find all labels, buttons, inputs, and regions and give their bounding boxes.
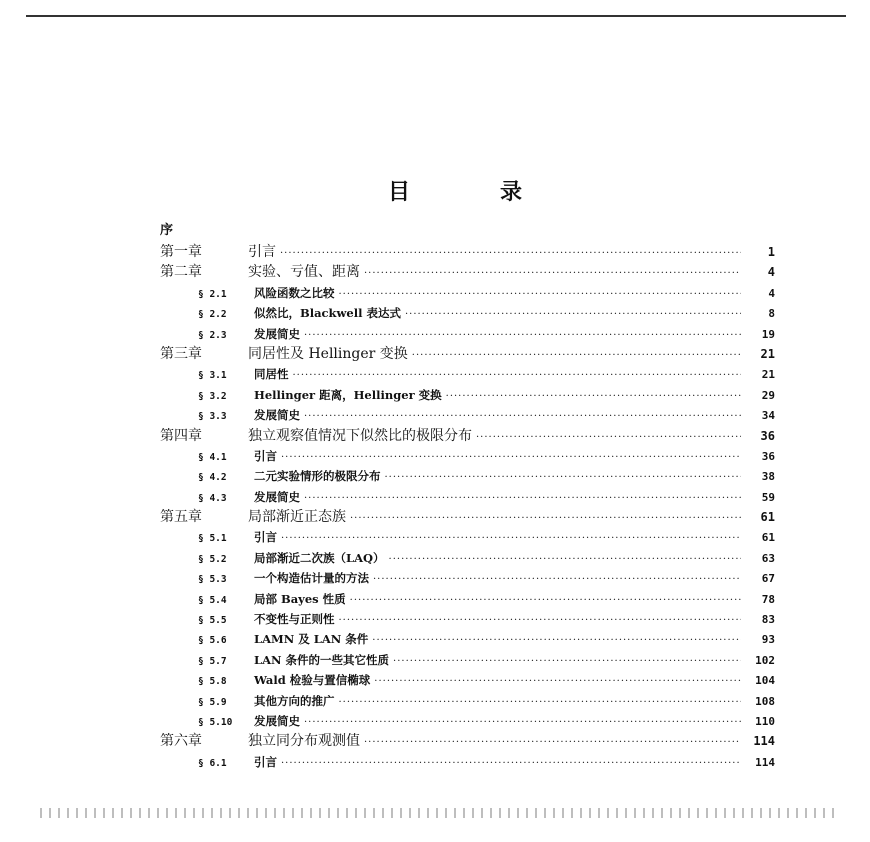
toc-number: § 5.5 <box>198 615 227 627</box>
toc-page-number: 110 <box>755 714 775 728</box>
toc-label: 一个构造估计量的方法 <box>254 571 369 586</box>
dot-leader <box>393 652 741 672</box>
toc-label: 引言 <box>254 754 277 769</box>
toc-section-row[interactable] <box>160 568 775 588</box>
toc-section-row[interactable] <box>160 670 775 690</box>
toc-label: 局部渐近二次族（LAQ） <box>254 550 385 565</box>
title-char-1: 目 <box>388 179 411 205</box>
toc-label: 引言 <box>254 448 277 463</box>
toc-label: 同居性 <box>254 367 289 382</box>
toc-label: LAMN 及 LAN 条件 <box>254 632 369 647</box>
toc-label: 发展简史 <box>254 489 300 504</box>
toc-page-number: 59 <box>761 490 775 504</box>
toc-number: § 3.2 <box>198 390 227 402</box>
toc-label: 实验、亏值、距离 <box>248 264 360 281</box>
toc-label: 独立同分布观测值 <box>248 733 360 750</box>
toc-page-number: 61 <box>760 510 775 525</box>
toc-number: § 5.2 <box>198 553 227 565</box>
toc-number: § 5.7 <box>198 655 227 667</box>
toc-section-row[interactable] <box>160 609 775 629</box>
toc-page-number: 4 <box>767 265 775 280</box>
toc-page-number: 102 <box>755 653 775 667</box>
dot-leader <box>339 285 742 305</box>
toc-number: § 3.1 <box>198 370 227 382</box>
toc-number: § 5.4 <box>198 594 227 606</box>
dot-leader <box>304 489 741 509</box>
dot-leader <box>476 428 741 448</box>
dot-leader <box>350 591 741 611</box>
toc-number: § 2.1 <box>198 288 227 300</box>
toc-section-row[interactable] <box>160 629 775 649</box>
toc-page-number: 36 <box>761 449 775 463</box>
toc-section-row[interactable] <box>160 650 775 670</box>
toc-number: § 4.3 <box>198 492 227 504</box>
toc-page-number: 38 <box>761 470 775 484</box>
toc-number: 第五章 <box>160 509 202 526</box>
toc-number: § 2.2 <box>198 309 227 321</box>
toc-page-number: 4 <box>768 286 775 300</box>
toc-label: Hellinger 距离，Hellinger 变换 <box>254 387 442 402</box>
dot-leader <box>339 693 742 713</box>
toc-number: 第四章 <box>160 427 202 444</box>
toc-label: 引言 <box>254 530 277 545</box>
scan-noise <box>40 808 840 818</box>
toc-page-number: 104 <box>755 674 775 688</box>
toc-section-row[interactable] <box>160 446 775 466</box>
dot-leader <box>280 244 741 264</box>
toc-label: 局部 Bayes 性质 <box>254 591 346 606</box>
dot-leader <box>446 387 741 407</box>
dot-leader <box>304 713 741 733</box>
toc-number: 第三章 <box>160 345 202 362</box>
dot-leader <box>412 346 741 366</box>
toc-page-number: 114 <box>755 755 775 769</box>
toc-section-row[interactable] <box>160 405 775 425</box>
toc-page-number: 83 <box>761 613 775 627</box>
dot-leader <box>293 366 742 386</box>
toc-label: 同居性及 Hellinger 变换 <box>248 345 408 362</box>
dot-leader <box>350 509 741 529</box>
toc-section-row[interactable] <box>160 527 775 547</box>
toc-label: 发展简史 <box>254 408 300 423</box>
toc-chapter-row[interactable] <box>160 507 775 527</box>
dot-leader <box>373 570 741 590</box>
toc-chapter-row[interactable] <box>160 426 775 446</box>
toc-page-number: 67 <box>761 572 775 586</box>
toc-number: § 3.3 <box>198 411 227 423</box>
toc-number: § 5.9 <box>198 696 227 708</box>
dot-leader <box>385 468 742 488</box>
dot-leader <box>281 448 741 468</box>
toc-section-row[interactable] <box>160 752 775 772</box>
toc-page-number: 61 <box>761 531 775 545</box>
toc-number: 第二章 <box>160 264 202 281</box>
toc-section-row[interactable] <box>160 589 775 609</box>
dot-leader <box>281 529 741 549</box>
toc-number: § 5.8 <box>198 676 227 688</box>
dot-leader <box>405 305 741 325</box>
toc-chapter-row[interactable] <box>160 344 775 364</box>
toc-chapter-row[interactable] <box>160 242 775 262</box>
toc-label: Wald 检验与置信椭球 <box>254 673 371 688</box>
toc-number: 第六章 <box>160 733 202 750</box>
toc-number: § 4.1 <box>198 451 227 463</box>
toc-page-number: 36 <box>760 428 775 443</box>
dot-leader <box>281 754 741 774</box>
toc-number: § 5.3 <box>198 574 227 586</box>
toc-page-number: 1 <box>767 245 775 259</box>
toc-page-number: 78 <box>761 592 775 606</box>
toc-label: 二元实验情形的极限分布 <box>254 469 381 484</box>
toc-section-row[interactable] <box>160 283 775 303</box>
dot-leader <box>304 407 741 427</box>
toc-section-row[interactable] <box>160 324 775 344</box>
dot-leader <box>339 611 742 631</box>
toc-label: 引言 <box>248 244 276 260</box>
toc-page-number: 21 <box>761 368 775 382</box>
dot-leader <box>389 550 741 570</box>
toc-number: § 5.1 <box>198 533 227 545</box>
toc-number: § 5.10 <box>198 716 233 728</box>
toc-page-number: 108 <box>755 694 775 708</box>
toc-page-number: 8 <box>768 307 775 321</box>
toc-section-row[interactable] <box>160 487 775 507</box>
toc-label: 其他方向的推广 <box>254 693 335 708</box>
toc-page-number: 19 <box>761 327 775 341</box>
toc-label: 风险函数之比较 <box>254 285 335 300</box>
toc-label: 发展简史 <box>254 326 300 341</box>
dot-leader <box>364 264 741 284</box>
title-char-2: 录 <box>500 179 523 205</box>
toc-page-number: 114 <box>753 734 775 749</box>
dot-leader <box>364 733 741 753</box>
toc-section-row[interactable] <box>160 711 775 731</box>
toc-page-number: 34 <box>761 409 775 423</box>
toc-number: § 6.1 <box>198 757 227 769</box>
dot-leader <box>374 672 741 692</box>
toc-label: 发展简史 <box>254 713 300 728</box>
toc-label: 似然比，Blackwell 表达式 <box>254 306 401 321</box>
dot-leader <box>304 326 741 346</box>
toc-number: § 4.2 <box>198 472 227 484</box>
toc-label: 独立观察值情况下似然比的极限分布 <box>248 427 472 444</box>
toc-number: § 5.6 <box>198 635 227 647</box>
toc-page-number: 29 <box>761 388 775 402</box>
toc-label: LAN 条件的一些其它性质 <box>254 652 390 667</box>
table-of-contents <box>160 220 775 772</box>
toc-section-row[interactable] <box>160 303 775 323</box>
toc-label: 不变性与正则性 <box>254 612 335 627</box>
toc-number: 第一章 <box>160 244 202 260</box>
top-rule <box>26 15 846 17</box>
toc-chapter-row[interactable] <box>160 262 775 282</box>
toc-page-number: 93 <box>761 633 775 647</box>
toc-page-number: 21 <box>760 346 775 361</box>
dot-leader <box>372 631 741 651</box>
toc-section-row[interactable] <box>160 385 775 405</box>
toc-section-row[interactable] <box>160 548 775 568</box>
toc-section-row[interactable] <box>160 691 775 711</box>
toc-number: § 2.3 <box>198 329 227 341</box>
toc-label: 局部渐近正态族 <box>248 509 346 526</box>
toc-section-row[interactable] <box>160 466 775 486</box>
toc-page-number: 63 <box>761 551 775 565</box>
toc-chapter-row[interactable] <box>160 731 775 751</box>
toc-section-row[interactable] <box>160 364 775 384</box>
preface-heading: 序 <box>160 223 174 238</box>
